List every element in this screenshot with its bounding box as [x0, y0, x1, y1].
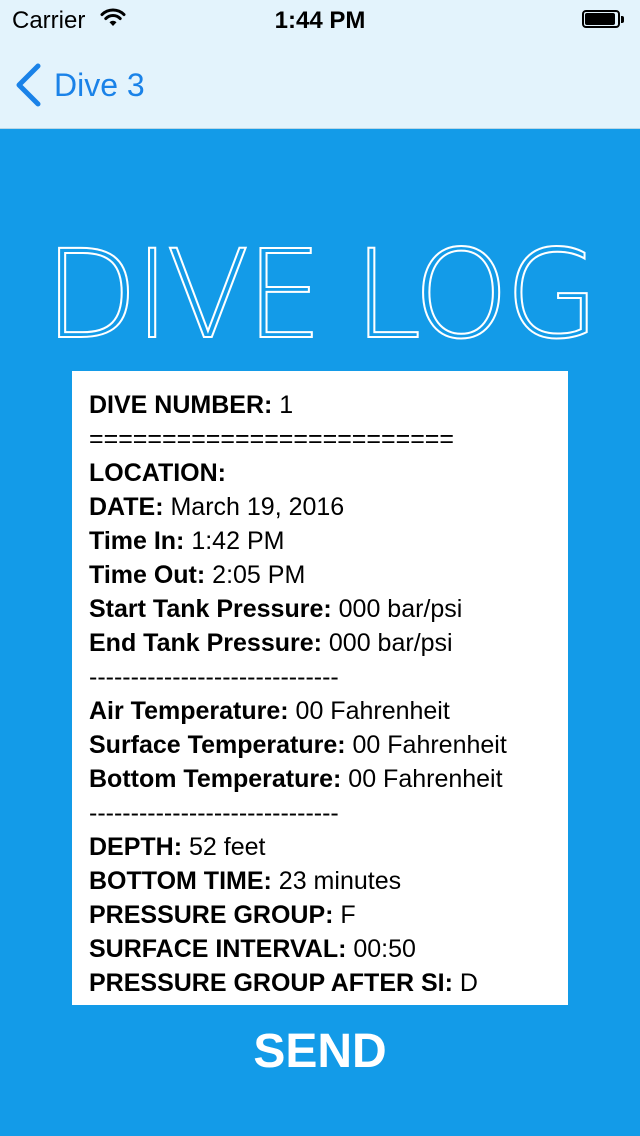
log-depth: DEPTH: 52 feet	[89, 833, 266, 861]
log-pressure-group: PRESSURE GROUP: F	[89, 901, 356, 929]
log-pressure-group-after-si: PRESSURE GROUP AFTER SI: D	[89, 969, 478, 997]
battery-icon	[582, 10, 626, 30]
log-separator: ------------------------------	[89, 663, 339, 691]
dive-log-text[interactable]	[72, 371, 568, 1005]
log-time-in: Time In: 1:42 PM	[89, 527, 285, 555]
page-title: DIVE LOG	[44, 224, 596, 366]
log-surface-interval: SURFACE INTERVAL: 00:50	[89, 935, 416, 963]
log-dive-number: DIVE NUMBER: 1	[89, 391, 294, 419]
chevron-left-icon	[14, 63, 42, 107]
navigation-bar	[0, 40, 640, 129]
log-bottom-temperature: Bottom Temperature: 00 Fahrenheit	[89, 765, 503, 793]
status-time: 1:44 PM	[274, 7, 366, 34]
send-button[interactable]: SEND	[253, 1025, 387, 1078]
log-separator: =========================	[89, 425, 454, 453]
log-bottom-time: BOTTOM TIME: 23 minutes	[89, 867, 402, 895]
carrier-label: Carrier	[12, 7, 86, 34]
back-button[interactable]	[14, 62, 145, 108]
log-start-tank-pressure: Start Tank Pressure: 000 bar/psi	[89, 595, 463, 623]
log-surface-temperature: Surface Temperature: 00 Fahrenheit	[89, 731, 507, 759]
log-location: LOCATION:	[89, 459, 227, 487]
log-end-tank-pressure: End Tank Pressure: 000 bar/psi	[89, 629, 453, 657]
log-date: DATE: March 19, 2016	[89, 493, 345, 521]
log-time-out: Time Out: 2:05 PM	[89, 561, 306, 589]
back-button-label: Dive 3	[54, 66, 145, 103]
log-separator: ------------------------------	[89, 799, 339, 827]
status-bar	[0, 0, 640, 40]
log-air-temperature: Air Temperature: 00 Fahrenheit	[89, 697, 450, 725]
